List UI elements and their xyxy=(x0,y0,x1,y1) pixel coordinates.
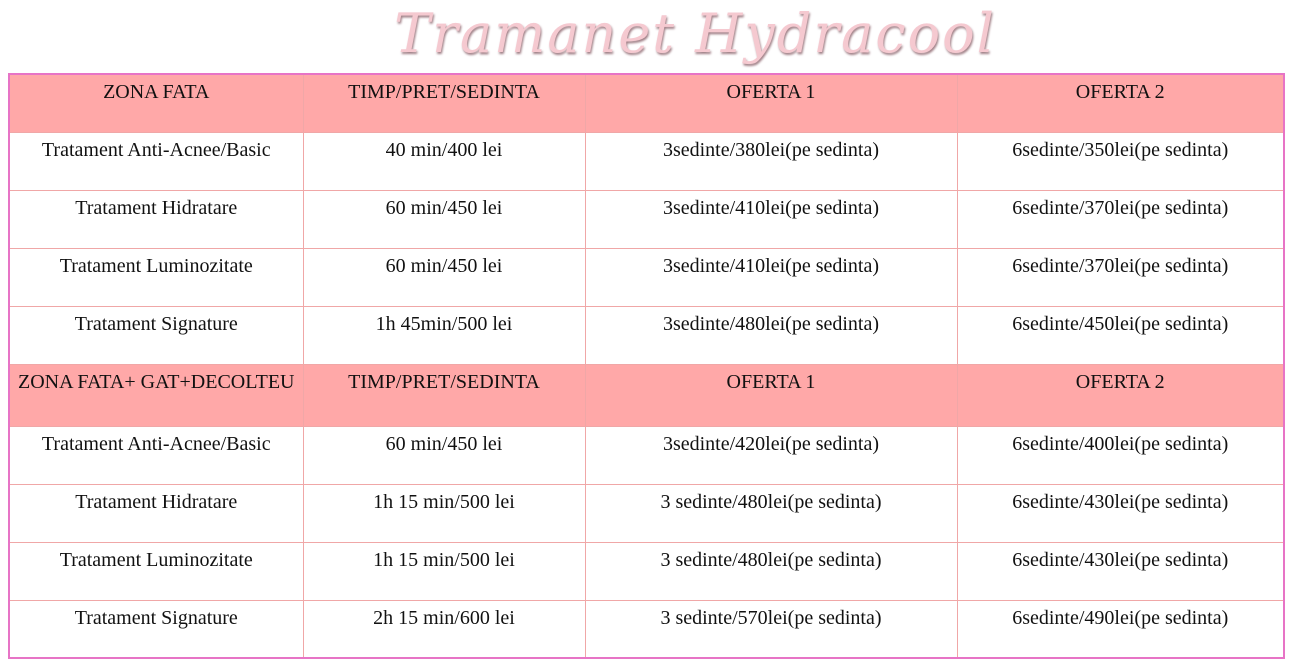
table-row xyxy=(9,542,1284,600)
offer-2-cell: 6sedinte/370lei(pe sedinta) xyxy=(957,190,1284,248)
offer-2-cell: 6sedinte/370lei(pe sedinta) xyxy=(957,248,1284,306)
time-price-cell: 2h 15 min/600 lei xyxy=(303,600,585,658)
treatment-name-cell: Tratament Signature xyxy=(9,600,303,658)
header-cell-offer-1: OFERTA 1 xyxy=(585,74,957,132)
time-price-cell: 60 min/450 lei xyxy=(303,190,585,248)
treatment-name-cell: Tratament Signature xyxy=(9,306,303,364)
offer-1-cell: 3sedinte/410lei(pe sedinta) xyxy=(585,248,957,306)
table-row xyxy=(9,426,1284,484)
treatment-name-cell: Tratament Hidratare xyxy=(9,190,303,248)
table-row xyxy=(9,306,1284,364)
header-cell-zone: ZONA FATA+ GAT+DECOLTEU xyxy=(9,364,303,426)
header-cell-offer-2: OFERTA 2 xyxy=(957,364,1284,426)
time-price-cell: 1h 15 min/500 lei xyxy=(303,484,585,542)
price-table xyxy=(8,73,1285,659)
header-cell-zone: ZONA FATA xyxy=(9,74,303,132)
header-cell-time-price: TIMP/PRET/SEDINTA xyxy=(303,364,585,426)
offer-1-cell: 3sedinte/410lei(pe sedinta) xyxy=(585,190,957,248)
time-price-cell: 1h 15 min/500 lei xyxy=(303,542,585,600)
treatment-name-cell: Tratament Anti-Acnee/Basic xyxy=(9,426,303,484)
time-price-cell: 60 min/450 lei xyxy=(303,426,585,484)
treatment-name-cell: Tratament Luminozitate xyxy=(9,542,303,600)
offer-1-cell: 3sedinte/480lei(pe sedinta) xyxy=(585,306,957,364)
page-title: Tramanet Hydracool xyxy=(394,2,996,65)
offer-1-cell: 3sedinte/420lei(pe sedinta) xyxy=(585,426,957,484)
offer-1-cell: 3 sedinte/480lei(pe sedinta) xyxy=(585,484,957,542)
offer-2-cell: 6sedinte/450lei(pe sedinta) xyxy=(957,306,1284,364)
table-row xyxy=(9,132,1284,190)
table-row xyxy=(9,600,1284,658)
treatment-name-cell: Tratament Luminozitate xyxy=(9,248,303,306)
offer-2-cell: 6sedinte/430lei(pe sedinta) xyxy=(957,484,1284,542)
offer-2-cell: 6sedinte/350lei(pe sedinta) xyxy=(957,132,1284,190)
offer-2-cell: 6sedinte/400lei(pe sedinta) xyxy=(957,426,1284,484)
table-row xyxy=(9,190,1284,248)
treatment-name-cell: Tratament Hidratare xyxy=(9,484,303,542)
treatment-name-cell: Tratament Anti-Acnee/Basic xyxy=(9,132,303,190)
time-price-cell: 60 min/450 lei xyxy=(303,248,585,306)
offer-2-cell: 6sedinte/490lei(pe sedinta) xyxy=(957,600,1284,658)
offer-1-cell: 3sedinte/380lei(pe sedinta) xyxy=(585,132,957,190)
header-cell-time-price: TIMP/PRET/SEDINTA xyxy=(303,74,585,132)
offer-1-cell: 3 sedinte/480lei(pe sedinta) xyxy=(585,542,957,600)
time-price-cell: 40 min/400 lei xyxy=(303,132,585,190)
offer-1-cell: 3 sedinte/570lei(pe sedinta) xyxy=(585,600,957,658)
offer-2-cell: 6sedinte/430lei(pe sedinta) xyxy=(957,542,1284,600)
table-row xyxy=(9,484,1284,542)
table-row xyxy=(9,248,1284,306)
header-cell-offer-1: OFERTA 1 xyxy=(585,364,957,426)
time-price-cell: 1h 45min/500 lei xyxy=(303,306,585,364)
table-header-row xyxy=(9,74,1284,132)
header-cell-offer-2: OFERTA 2 xyxy=(957,74,1284,132)
table-header-row xyxy=(9,364,1284,426)
